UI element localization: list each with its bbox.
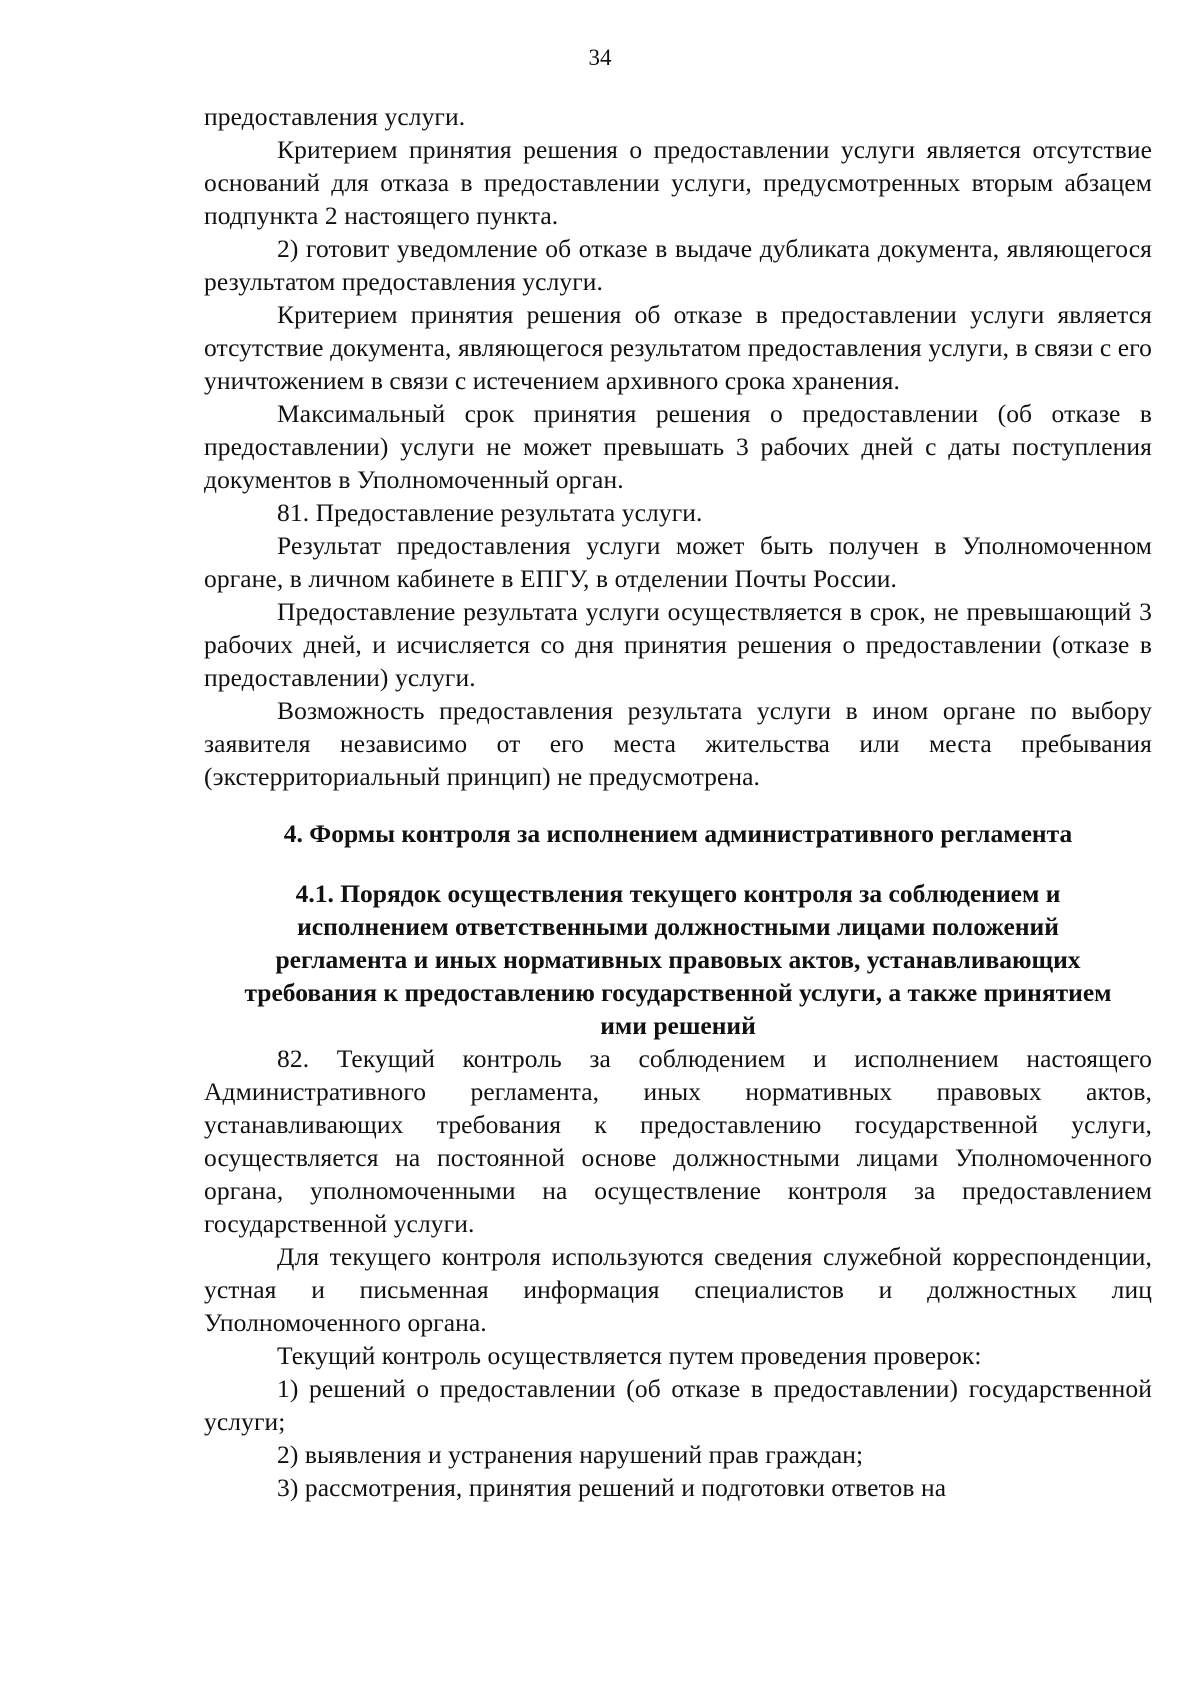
section-heading: 4. Формы контроля за исполнением административного регламента — [283, 819, 1073, 848]
paragraph: 2) готовит уведомление об отказе в выдаче дубликата документа, являющегося результатом предоставления услуги. — [204, 234, 1152, 296]
page-content — [204, 100, 1152, 1504]
paragraph: Предоставление результата услуги осуществляется в срок, не превышающий 3 рабочих дней, и исчисляется со дня принятия решения о предоставлении (отказе в предоставлении) услуги. — [204, 597, 1152, 692]
paragraph: Результат предоставления услуги может быть получен в Уполномоченном органе, в личном кабинете в ЕПГУ, в отделении Почты России. — [204, 531, 1152, 593]
subsection-heading: 4.1. Порядок осуществления текущего контроля за соблюдением и исполнением ответственными должностными лицами положений регламента и иных нормативных правовых актов, устанавливающих требования к предоставлению государственной услуги, а также принятием ими решений — [244, 879, 1112, 1040]
paragraph: 3) рассмотрения, принятия решений и подготовки ответов на — [277, 1473, 947, 1502]
paragraph: Критерием принятия решения об отказе в предоставлении услуги является отсутствие документа, являющегося результатом предоставления услуги, в связи с его уничтожением в связи с истечением архивного срока хранения. — [204, 300, 1152, 395]
paragraph: Критерием принятия решения о предоставлении услуги является отсутствие оснований для отказа в предоставлении услуги, предусмотренных вторым абзацем подпункта 2 настоящего пункта. — [204, 135, 1152, 230]
paragraph: Максимальный срок принятия решения о предоставлении (об отказе в предоставлении) услуги не может превышать 3 рабочих дней с даты поступления документов в Уполномоченный орган. — [204, 399, 1152, 494]
paragraph: 1) решений о предоставлении (об отказе в предоставлении) государственной услуги; — [204, 1374, 1152, 1436]
paragraph: Для текущего контроля используются сведения служебной корреспонденции, устная и письменная информация специалистов и должностных лиц Уполномоченного органа. — [204, 1242, 1152, 1337]
paragraph: 82. Текущий контроль за соблюдением и исполнением настоящего Административного регламента, иных нормативных правовых актов, устанавливающих требования к предоставлению государственной услуги, осуществляется на постоянной основе должностными лицами Уполномоченного органа, уполномоченными на осуществление контроля за предоставлением государственной услуги. — [204, 1044, 1152, 1238]
paragraph: 81. Предоставление результата услуги. — [277, 498, 703, 527]
paragraph: Текущий контроль осуществляется путем проведения проверок: — [277, 1341, 982, 1370]
paragraph: 2) выявления и устранения нарушений прав граждан; — [277, 1440, 864, 1469]
paragraphs-top — [204, 100, 1152, 793]
paragraphs-bottom — [204, 1042, 1152, 1504]
page-number: 34 — [588, 45, 612, 70]
paragraph: предоставления услуги. — [204, 102, 466, 131]
paragraph: Возможность предоставления результата услуги в ином органе по выбору заявителя независимо от его места жительства или места пребывания (экстерриториальный принцип) не предусмотрена. — [204, 696, 1152, 791]
